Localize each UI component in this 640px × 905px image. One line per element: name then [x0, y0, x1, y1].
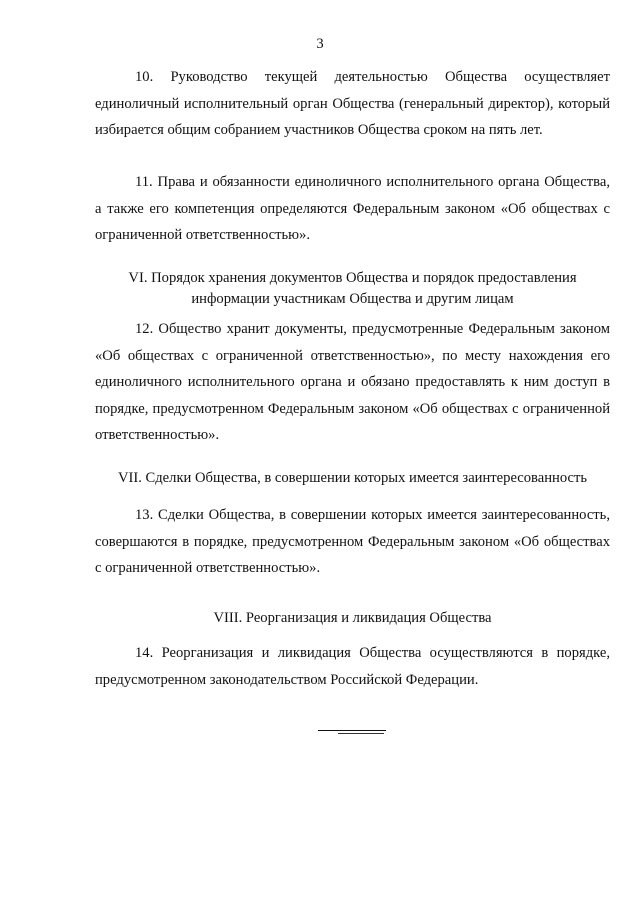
page-number: 3	[316, 36, 324, 52]
paragraph-12: 12. Общество хранит документы, предусмотренные Федеральным законом «Об обществах с ограниченной ответственностью», по месту нахождения его единоличного исполнительного органа и обязано предоставлять к ним доступ в порядке, предусмотренном Федеральным законом «Об обществах с ограниченной ответственностью».	[95, 321, 610, 443]
paragraph-11: 11. Права и обязанности единоличного исполнительного органа Общества, а также его компетенция определяются Федеральным законом «Об обществах с ограниченной ответственностью».	[95, 174, 610, 243]
paragraph-10: 10. Руководство текущей деятельностью Общества осуществляет единоличный исполнительный орган Общества (генеральный директор), который избирается общим собранием участников Общества сроком на пять лет.	[95, 69, 610, 138]
paragraph-13: 13. Сделки Общества, в совершении которых имеется заинтересованность, совершаются в порядке, предусмотренном Федеральным законом «Об обществах с ограниченной ответственностью».	[95, 507, 610, 576]
section-heading-vi	[95, 268, 610, 310]
section-heading-viii: VIII. Реорганизация и ликвидация Общества	[213, 610, 492, 626]
paragraph-14: 14. Реорганизация и ликвидация Общества осуществляются в порядке, предусмотренном законодательством Российской Федерации.	[95, 645, 610, 688]
end-divider	[318, 730, 386, 731]
section-heading-vi-line-1: VI. Порядок хранения документов Общества и порядок предоставления	[128, 270, 577, 286]
end-divider-underline	[338, 733, 384, 734]
section-heading-vi-line-2: информации участникам Общества и другим лицам	[191, 291, 514, 307]
section-heading-vii: VII. Сделки Общества, в совершении которых имеется заинтересованность	[117, 470, 588, 486]
